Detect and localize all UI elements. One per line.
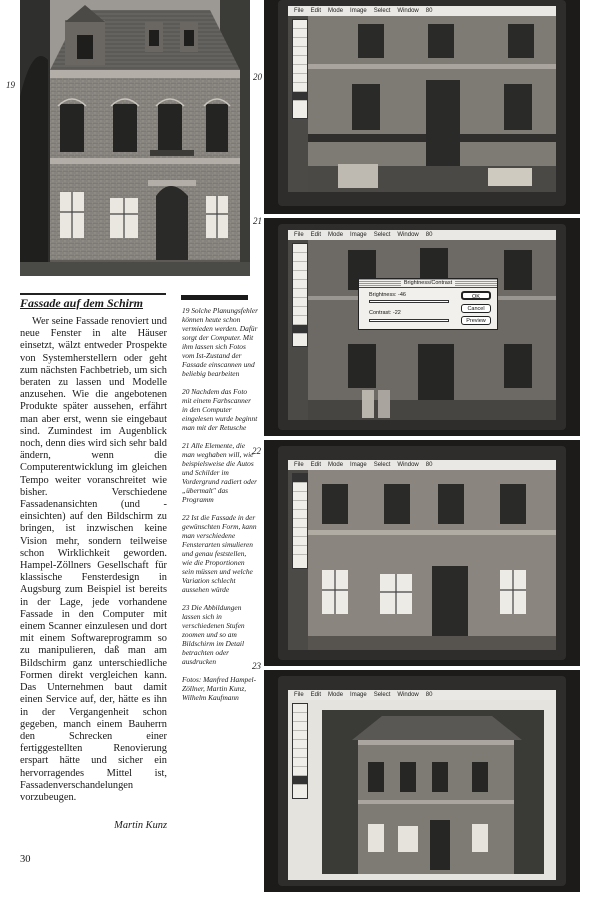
menu-edit[interactable]: Edit	[310, 8, 322, 14]
menu-select[interactable]: Select	[373, 8, 391, 14]
article-body	[20, 316, 167, 804]
article-title: Fassade auf dem Schirm	[20, 296, 144, 310]
tool-icon[interactable]	[293, 271, 307, 280]
tool-icon[interactable]	[293, 537, 307, 546]
color-swatch-icon[interactable]	[293, 325, 307, 334]
preview-button[interactable]: Preview	[461, 316, 491, 325]
color-swatch-icon[interactable]	[293, 92, 307, 101]
facade-canvas	[308, 240, 556, 420]
brightness-value: -46	[398, 292, 406, 298]
color-swatch-icon[interactable]	[293, 776, 307, 785]
menu-select[interactable]: Select	[373, 462, 391, 468]
menu-mode[interactable]: Mode	[328, 232, 344, 238]
menu-window[interactable]: Window	[397, 462, 419, 468]
menu-file[interactable]: File	[294, 462, 304, 468]
tool-icon[interactable]	[293, 731, 307, 740]
facade-canvas	[308, 470, 556, 650]
tool-icon[interactable]	[293, 510, 307, 519]
tool-icon[interactable]	[293, 758, 307, 767]
tool-icon[interactable]	[293, 519, 307, 528]
menu-mode[interactable]: Mode	[328, 462, 344, 468]
menu-select[interactable]: Select	[373, 692, 391, 698]
tool-icon[interactable]	[293, 47, 307, 56]
tool-icon[interactable]	[293, 501, 307, 510]
menu-mode[interactable]: Mode	[328, 692, 344, 698]
tool-icon[interactable]	[293, 38, 307, 47]
figure-number-19: 19	[6, 80, 15, 90]
hand-tool-icon[interactable]	[293, 474, 307, 483]
tool-icon[interactable]	[293, 20, 307, 29]
tool-icon[interactable]	[293, 262, 307, 271]
tool-icon[interactable]	[293, 253, 307, 262]
figure-number-21: 21	[253, 216, 262, 226]
tool-palette	[292, 473, 308, 569]
menu-mode[interactable]: Mode	[328, 8, 344, 14]
menu-image[interactable]: Image	[350, 462, 367, 468]
menu-window[interactable]: Window	[397, 232, 419, 238]
tool-icon[interactable]	[293, 244, 307, 253]
tool-icon[interactable]	[293, 546, 307, 555]
menu-bar	[288, 690, 556, 700]
screen-22	[288, 460, 556, 650]
tool-icon[interactable]	[293, 492, 307, 501]
tool-icon[interactable]	[293, 704, 307, 713]
cancel-button[interactable]: Cancel	[461, 304, 491, 313]
menu-image[interactable]: Image	[350, 692, 367, 698]
tool-icon[interactable]	[293, 56, 307, 65]
tool-icon[interactable]	[293, 713, 307, 722]
screen-20	[288, 6, 556, 192]
title-rule	[20, 293, 166, 295]
photo-credits: Fotos: Manfred Hampel-Zöllner, Martin Kunz, Wilhelm Kaufmann	[182, 675, 257, 702]
menu-bar	[288, 460, 556, 470]
tool-icon[interactable]	[293, 298, 307, 307]
menu-window[interactable]: Window	[397, 8, 419, 14]
tool-icon[interactable]	[293, 483, 307, 492]
tool-icon[interactable]	[293, 767, 307, 776]
menu-file[interactable]: File	[294, 232, 304, 238]
caption-23: 23 Die Abbildungen lassen sich in verschiedenen Stufen zoomen und so am Bildschirm im Detail betrachten oder ausdrucken	[182, 603, 245, 666]
tool-palette	[292, 19, 308, 119]
page-number: 30	[20, 854, 31, 865]
caption-19: 19 Solche Planungsfehler können heute schon vermieden werden. Dafür sorgt der Computer. Mit ihm lassen sich Fotos vom Ist-Zustand der Fassade einscannen und beliebig bearbeiten	[182, 306, 258, 378]
tool-icon[interactable]	[293, 289, 307, 298]
article-paragraph: Wer seine Fassade renoviert und neue Fenster in alte Häuser einsetzt, wälzt entweder Prospekte von Systemherstellern oder geht zum nächsten Fachbetrieb, um sich beraten zu lassen und Modelle anzusehen. Wie die angebotenen Produkte später aussehen, erfährt man aber erst, wenn sie eingebaut sind. Zumindest im Augenblick noch, denn dies wird sich sehr bald ändern, wenn die Computerentwicklung im gleichen Tempo weiter voranschreitet wie bisher. Verschiedene Fassadenansichten (und -einsichten) auf den Bildschirm zu bringen, ist inzwischen keine Vision mehr, sondern teilweise schon Wirklichkeit geworden. Hampel-Zöllners Gesellschaft für klassische Fensterdesign in Augsburg zum Beispiel ist bereits in der Lage, jede vorhandene Fassade in den Computer mit einem Scanner einzulesen und dort mit einem Softwareprogramm so zu manipulieren, daß man am Bildschirm ganz unterschiedliche Formen direkt vergleichen kann. Das Unternehmen baut damit einen Service auf, der, hätte es ihn in der Vergangenheit schon gegeben, manch einem Bauherrn den Schrecken einer fertiggestellten Renovierung erspart hätte und sicher ein hervorragendes Mittel ist, Fassadenverschandelungen vorzubeugen.	[20, 316, 167, 803]
tool-icon[interactable]	[293, 83, 307, 92]
tool-icon[interactable]	[293, 280, 307, 289]
monitor-photo-23	[264, 670, 580, 892]
figure-number-23: 23	[252, 661, 261, 671]
monitor-photo-20	[264, 0, 580, 214]
menu-file[interactable]: File	[294, 692, 304, 698]
contrast-label: Contrast:	[369, 310, 392, 316]
dialog-title: Brightness/Contrast	[401, 280, 455, 286]
tool-icon[interactable]	[293, 307, 307, 316]
menu-window[interactable]: Window	[397, 692, 419, 698]
contrast-value: -22	[392, 310, 401, 316]
tool-palette	[292, 243, 308, 347]
tool-icon[interactable]	[293, 65, 307, 74]
menu-extra: 80	[425, 8, 433, 14]
menu-image[interactable]: Image	[350, 8, 367, 14]
figure-number-20: 20	[253, 72, 262, 82]
menu-bar	[288, 230, 556, 240]
brightness-contrast-dialog	[358, 278, 498, 330]
tool-icon[interactable]	[293, 528, 307, 537]
tool-icon[interactable]	[293, 740, 307, 749]
figure-number-22: 22	[252, 446, 261, 456]
menu-select[interactable]: Select	[373, 232, 391, 238]
menu-file[interactable]: File	[294, 8, 304, 14]
ok-button[interactable]: OK	[461, 291, 491, 300]
caption-22: 22 Ist die Fassade in der gewünschten Form, kann man verschiedene Fensterarten simulieren und genau feststellen, wie die Proportionen sein müssen und welche Variation schlecht aussehen würde	[182, 513, 257, 594]
article-author: Martin Kunz	[114, 820, 167, 831]
tool-icon[interactable]	[293, 316, 307, 325]
building-photo	[20, 0, 250, 276]
screen-21	[288, 230, 556, 420]
contrast-slider[interactable]	[369, 319, 449, 322]
menu-edit[interactable]: Edit	[310, 232, 322, 238]
caption-rule	[181, 295, 248, 300]
menu-edit[interactable]: Edit	[310, 692, 322, 698]
screen-23	[288, 690, 556, 880]
menu-image[interactable]: Image	[350, 232, 367, 238]
caption-column	[182, 306, 258, 711]
facade-canvas	[322, 710, 544, 874]
menu-bar	[288, 6, 556, 16]
monitor-photo-21	[264, 218, 580, 436]
menu-extra: 80	[425, 462, 433, 468]
brightness-slider[interactable]	[369, 300, 449, 303]
menu-extra: 80	[425, 232, 433, 238]
brightness-label: Brightness:	[369, 292, 397, 298]
caption-21: 21 Alle Elemente, die man weghaben will, wie beispielsweise die Autos und Schilder im Vordergrund radiert oder „übermalt" das Programm	[182, 441, 257, 504]
menu-extra: 80	[425, 692, 433, 698]
tool-palette	[292, 703, 308, 799]
caption-20: 20 Nachdem das Foto mit einem Farbscanner in den Computer eingelesen wurde beginnt man mit der Retusche	[182, 387, 258, 432]
tool-icon[interactable]	[293, 749, 307, 758]
facade-canvas	[308, 16, 556, 192]
tool-icon[interactable]	[293, 74, 307, 83]
tool-icon[interactable]	[293, 722, 307, 731]
monitor-photo-22	[264, 440, 580, 666]
menu-edit[interactable]: Edit	[310, 462, 322, 468]
tool-icon[interactable]	[293, 29, 307, 38]
